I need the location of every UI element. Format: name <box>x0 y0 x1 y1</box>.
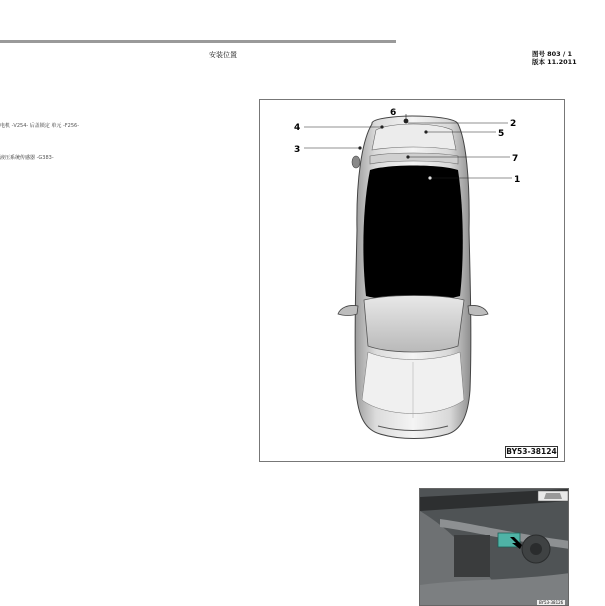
legend-text: 后盖锁定 单元 <box>29 123 62 129</box>
left-mirror <box>338 305 358 315</box>
legend-text: 电机 <box>0 123 11 129</box>
doc-meta-row <box>532 58 577 66</box>
legend-item <box>0 122 79 129</box>
callout-2: 2 <box>510 119 517 129</box>
windshield <box>364 296 464 353</box>
figure-id: BY53-38124 <box>506 447 557 456</box>
legend-code: -F256- <box>62 123 79 129</box>
callout-7: 7 <box>512 154 519 164</box>
meta-label: 图号 <box>532 50 545 58</box>
callout-3: 3 <box>294 145 301 155</box>
page-title: 安装位置 <box>209 51 237 59</box>
meta-value: 803 / 1 <box>547 50 573 58</box>
roof-opening <box>363 166 462 301</box>
trunk-lid <box>372 124 456 150</box>
compartment-photo <box>420 489 569 606</box>
legend-code: -V254- <box>11 123 29 129</box>
small-figure-id: BY53-38126 <box>539 600 564 605</box>
legend-item <box>0 154 54 161</box>
meta-value: 11.2011 <box>547 58 577 66</box>
header-rule <box>0 40 396 43</box>
legend-code: -G383- <box>36 155 54 161</box>
legend-text: 液压系统传感器 <box>0 155 36 161</box>
callout-5: 5 <box>498 129 505 139</box>
figure-small <box>419 488 569 606</box>
callout-6: 6 <box>390 108 397 118</box>
rear-left-light <box>352 156 360 168</box>
callout-1: 1 <box>514 175 521 185</box>
car-top-view-illustration <box>260 100 566 463</box>
right-mirror <box>468 305 488 315</box>
doc-meta-row <box>532 50 577 58</box>
doc-meta <box>532 50 577 66</box>
callout-4: 4 <box>294 123 301 133</box>
meta-label: 版本 <box>532 58 545 66</box>
figure-main <box>259 99 565 462</box>
